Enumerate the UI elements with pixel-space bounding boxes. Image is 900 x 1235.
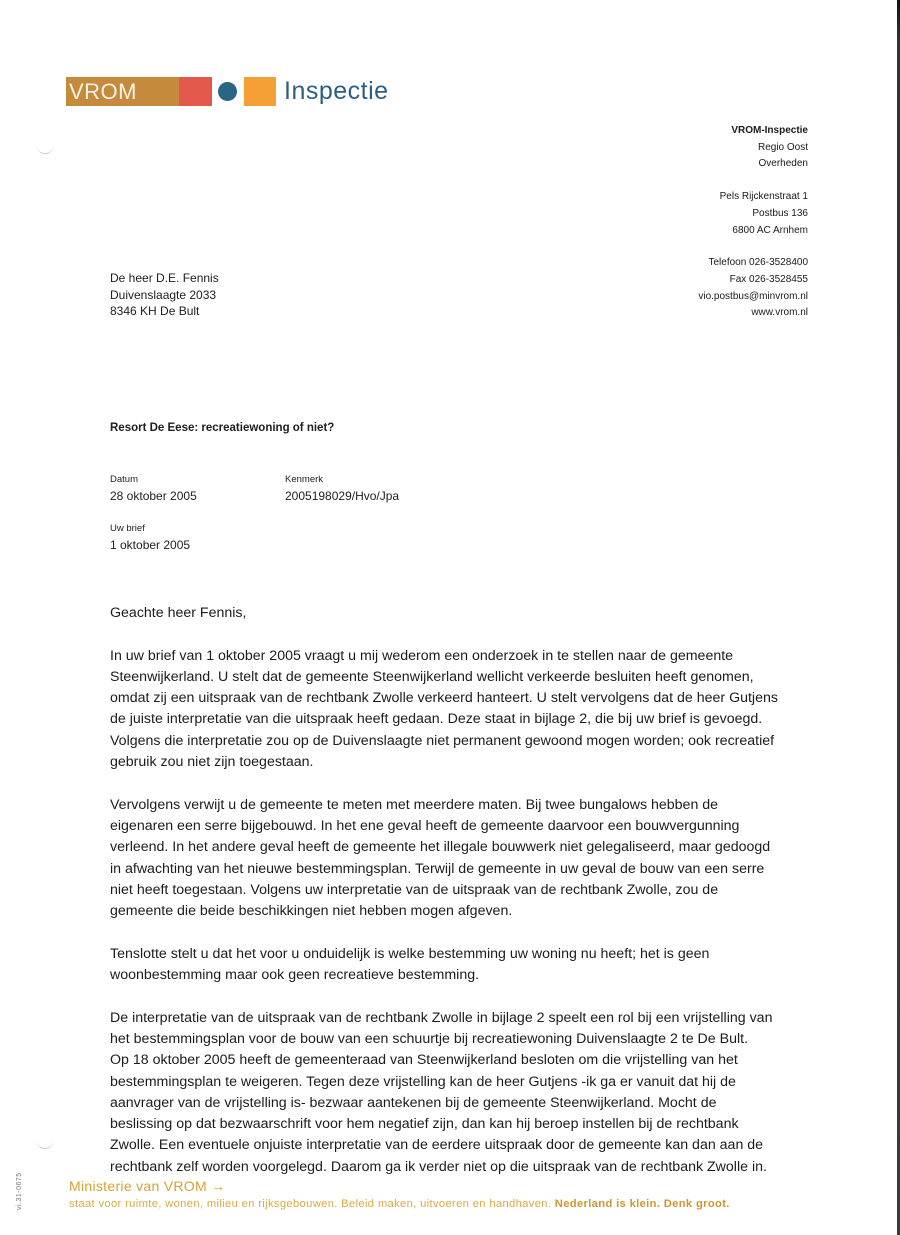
- recipient-street: Duivenslaagte 2033: [110, 287, 217, 302]
- body-line: woonbestemming maar ook geen recreatieve bestemming.: [110, 967, 480, 984]
- body-line: rechtbank zelf worden voorgelegd. Daarom ga ik verder niet op die uitspraak van de rechtbank Zwolle in.: [110, 1158, 767, 1175]
- footer-tagline: [69, 1196, 730, 1212]
- sender-fax: Fax 026-3528455: [729, 273, 808, 285]
- salutation: Geachte heer Fennis,: [110, 605, 247, 621]
- body-line: Volgens die interpretatie zou op de Duivenslaagte niet permanent gewoond mogen worden; ook recreatief: [110, 732, 775, 749]
- logo-orange-square: [244, 77, 276, 106]
- logo-inspectie-text: Inspectie: [284, 76, 389, 105]
- body-line: Tenslotte stelt u dat het voor u onduidelijk is welke bestemming uw woning nu heeft; het is geen: [110, 945, 710, 962]
- body-line: omdat zij een uitspraak van de rechtbank Zwolle verkeerd hanteert. U stelt vervolgens dat de heer Gutjens: [110, 690, 778, 707]
- sender-postbus: Postbus 136: [752, 207, 808, 219]
- logo-blue-dot-icon: [218, 82, 237, 101]
- body-line: gemeente die beide beschikkingen niet hebben mogen afgeven.: [110, 903, 513, 920]
- sender-street: Pels Rijckenstraat 1: [719, 191, 808, 203]
- body-line: de juiste interpretatie van die uitspraak heeft gedaan. Deze staat in bijlage 2, die bij uw brief is gevoegd.: [110, 711, 763, 728]
- recipient-city: 8346 KH De Bult: [110, 304, 200, 318]
- body-line: niet heeft toegestaan. Volgens uw interpretatie van de uitspraak van de rechtbank Zwolle, zou de: [110, 881, 719, 898]
- meta-date-value: 28 oktober 2005: [110, 489, 197, 503]
- meta-reference-value: 2005198029/Hvo/Jpa: [285, 489, 400, 503]
- meta-date: [110, 473, 197, 504]
- body-line: gebruik zou niet zijn toegestaan.: [110, 754, 314, 771]
- paragraph-2: [110, 795, 810, 923]
- paragraph-4: [110, 1008, 810, 1178]
- body-line: Op 18 oktober 2005 heeft de gemeenteraad van Steenwijkerland besloten om die vrijstelling van het: [110, 1052, 738, 1069]
- logo-vrom-block: VROM: [66, 77, 179, 106]
- body-line: Zwolle. Een eventuele onjuiste interpretatie van de eerdere uitspraak door de gemeente kan dan aan de: [110, 1137, 764, 1154]
- sender-email: vio.postbus@minvrom.nl: [698, 290, 808, 302]
- meta-reference: [285, 473, 399, 504]
- footer-title: [69, 1176, 730, 1196]
- sender-address-block: [698, 123, 808, 322]
- meta-date-label: Datum: [110, 474, 138, 485]
- meta-reference-label: Kenmerk: [285, 474, 324, 485]
- sender-region: Regio Oost: [757, 141, 808, 153]
- body-line: In uw brief van 1 oktober 2005 vraagt u mij wederom een onderzoek in te stellen naar de gemeente: [110, 647, 734, 664]
- footer-ministry-name: Ministerie van VROM: [69, 1178, 207, 1194]
- letter-subject: Resort De Eese: recreatiewoning of niet?: [110, 422, 335, 434]
- paragraph-3: [110, 944, 810, 987]
- sender-website: www.vrom.nl: [751, 307, 808, 319]
- body-line: De interpretatie van de uitspraak van de rechtbank Zwolle in bijlage 2 speelt een rol bij een vrijstelling van: [110, 1009, 773, 1026]
- body-line: beslissing op dat bezwaarschrift voor hem negatief zijn, dan kan hij beroep instellen bij de rechtbank: [110, 1116, 739, 1133]
- body-line: Steenwijkerland. U stelt dat de gemeente Steenwijkerland wellicht verkeerde besluiten heeft genomen,: [110, 668, 754, 685]
- sender-city: 6800 AC Arnhem: [732, 224, 808, 236]
- scan-artifact: [36, 1140, 54, 1149]
- scan-artifact: [36, 145, 54, 154]
- body-line: verleend. In het andere geval heeft de gemeente het illegale bouwwerk niet gelegaliseerd, maar gedoogd: [110, 839, 771, 856]
- footer-slogan: Nederland is klein. Denk groot.: [554, 1198, 730, 1210]
- body-line: bestemmingsplan te weigeren. Tegen deze vrijstelling kan de heer Gutjens -ik ga er vanuit dat hij de: [110, 1073, 736, 1090]
- letter-body: [110, 603, 810, 1199]
- body-line: in afwachting van het nieuwe bestemmingsplan. Terwijl de gemeente in uw geval de bouw van een serre: [110, 860, 765, 877]
- logo-red-square: [179, 77, 212, 106]
- body-line: het bestemmingsplan voor de bouw van een schuurtje bij recreatiewoning Duivenslaagte 2 te De Bult.: [110, 1030, 749, 1047]
- sender-department: Overheden: [758, 158, 808, 170]
- arrow-right-icon: →: [211, 1178, 226, 1194]
- body-line: Vervolgens verwijt u de gemeente te meten met meerdere maten. Bij twee bungalows hebben de: [110, 796, 719, 813]
- vrom-inspectie-logo: [66, 76, 389, 106]
- meta-your-letter-value: 1 oktober 2005: [110, 538, 191, 552]
- document-code: vi.31-0675: [16, 1172, 23, 1210]
- body-line: eigenaren een serre bijgebouwd. In het ene geval heeft de gemeente daarvoor een bouwvergunning: [110, 817, 740, 834]
- meta-your-letter: [110, 522, 190, 553]
- recipient-name: De heer D.E. Fennis: [110, 271, 219, 285]
- footer-tagline-text: staat voor ruimte, wonen, milieu en rijksgebouwen. Beleid maken, uitvoeren en handhaven.: [69, 1198, 555, 1210]
- sender-phone: Telefoon 026-3528400: [708, 257, 808, 269]
- paragraph-1: [110, 646, 810, 774]
- meta-your-letter-label: Uw brief: [110, 523, 145, 534]
- recipient-address-block: [110, 270, 219, 320]
- sender-organization: VROM-Inspectie: [731, 125, 808, 136]
- body-line: aanvrager van de vrijstelling is- bezwaar aantekenen bij de gemeente Steenwijkerland. Mocht de: [110, 1094, 717, 1111]
- ministry-footer: [69, 1176, 730, 1212]
